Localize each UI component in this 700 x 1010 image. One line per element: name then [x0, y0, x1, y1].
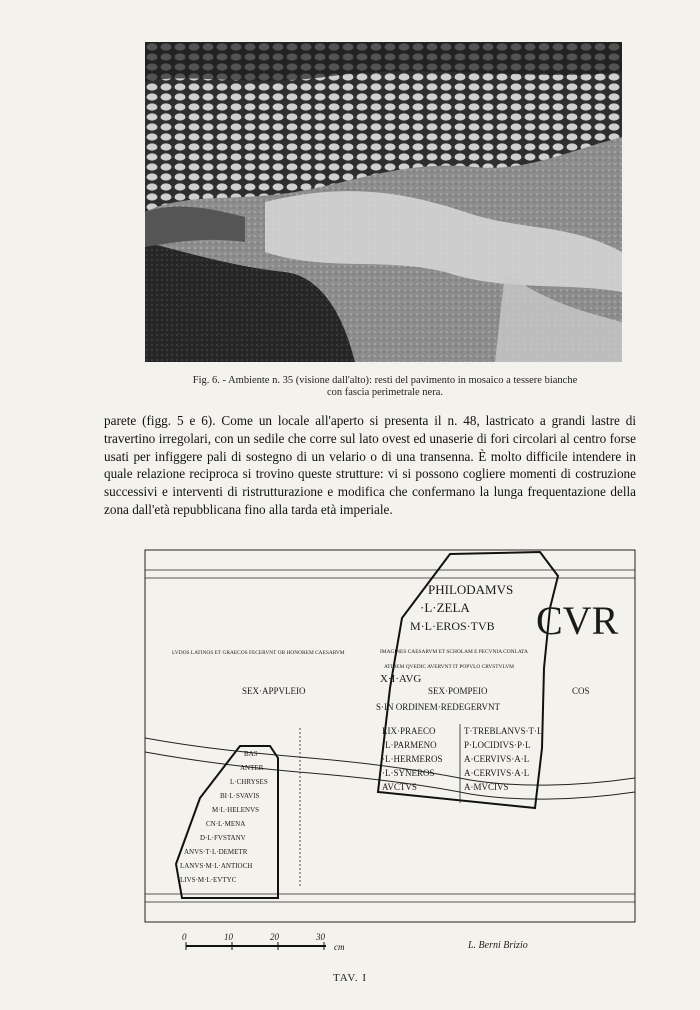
inscription-long-line-left: LVDOS LATINOS ET GRAECOS FECERVNT OB HONOREM CAESARVM — [172, 650, 345, 656]
upper-name-left: LIX·PRAECO — [382, 726, 436, 736]
caption-line-2: con fascia perimetrale nera. — [326, 387, 443, 398]
inscription-ordinem: S·IN ORDINEM·REDEGERVNT — [376, 702, 501, 712]
upper-name-right: A·MVCIVS — [464, 782, 509, 792]
lower-name: LANVS·M·L·ANTIOCH — [180, 862, 253, 870]
scale-tick-label: 30 — [316, 932, 325, 942]
lower-name: ANVS·T·L·DEMETR — [184, 848, 248, 856]
drawing-signature: L. Berni Brizio — [468, 940, 528, 951]
body-paragraph: parete (figg. 5 e 6). Come un locale all'aperto si presenta il n. 48, lastricato a grandi lastre di travertino irregolari, con un sedile che corre sul lato ovest ed unaserie di fori circolari al centro forse usati per infiggere pali di sostegno di un velario o di una transenna. È molto difficile intendere in quale relazione reciproca si trovino queste strutture: vi si possono cogliere momenti di costruzione successivi e interventi di ristrutturazione e modifica che confermano la lunga frequentazione della zona dall'età repubblicana fino alla tarda età imperiale. — [104, 413, 636, 517]
lower-name: BAS — [244, 750, 258, 758]
upper-name-left: ·L·HERMEROS — [382, 754, 443, 764]
upper-name-left: ·L·PARMENO — [382, 740, 437, 750]
lower-name: BI·L·SVAVIS — [220, 792, 260, 800]
inscription-aug: X·I·AVG — [380, 673, 422, 685]
consul-middle: SEX·POMPEIO — [428, 686, 488, 696]
upper-name-right: A·CERVIVS·A·L — [464, 754, 530, 764]
scale-bar — [180, 930, 380, 960]
caption-line-1: Fig. 6. - Ambiente n. 35 (visione dall'alto): resti del pavimento in mosaico a tessere bianche — [192, 375, 578, 386]
consul-left: SEX·APPVLEIO — [242, 686, 306, 696]
lower-name: M·L·HELENVS — [212, 806, 260, 814]
figure-caption — [130, 375, 640, 399]
consul-right: COS — [572, 686, 590, 696]
lower-name: CN·L·MENA — [206, 820, 246, 828]
upper-name-right: T·TREBLANVS·T·L — [464, 726, 543, 736]
inscription-line-eros: M·L·EROS·TVB — [410, 619, 495, 633]
inscription-long-line-right: IMAGINES CAESARVM ET SCHOLAM E PECVNIA CONLATA — [380, 649, 528, 655]
upper-name-right: A·CERVIVS·A·L — [464, 768, 530, 778]
upper-name-right: P·LOCIDIVS·P·L — [464, 740, 531, 750]
lower-name: LIVS·M·L·EVTYC — [180, 876, 237, 884]
mosaic-photograph — [145, 42, 622, 362]
inscription-line-zela: ·L·ZELA — [420, 600, 470, 615]
plate-label: TAV. I — [332, 972, 368, 984]
inscription-long-line-2: ATIDEM QVEDIC AVERVNT IT POPVLO CRVSTVLVM — [384, 664, 514, 670]
scale-tick-label: 0 — [182, 932, 187, 942]
scale-tick-label: 10 — [224, 932, 233, 942]
inscription-cur: CVR — [536, 598, 619, 643]
scale-unit: cm — [334, 942, 345, 952]
lower-name: L·CHRYSES — [230, 778, 268, 786]
lower-name: ANTER — [240, 764, 264, 772]
upper-name-left: ·L·SYNEROS — [382, 768, 435, 778]
upper-name-left: AVCTVS — [382, 782, 417, 792]
inscription-line-philodamus: PHILODAMVS — [428, 582, 514, 597]
inscription-drawing — [140, 548, 640, 928]
lower-name: D·L·FVSTANV — [200, 834, 246, 842]
scale-tick-label: 20 — [270, 932, 279, 942]
